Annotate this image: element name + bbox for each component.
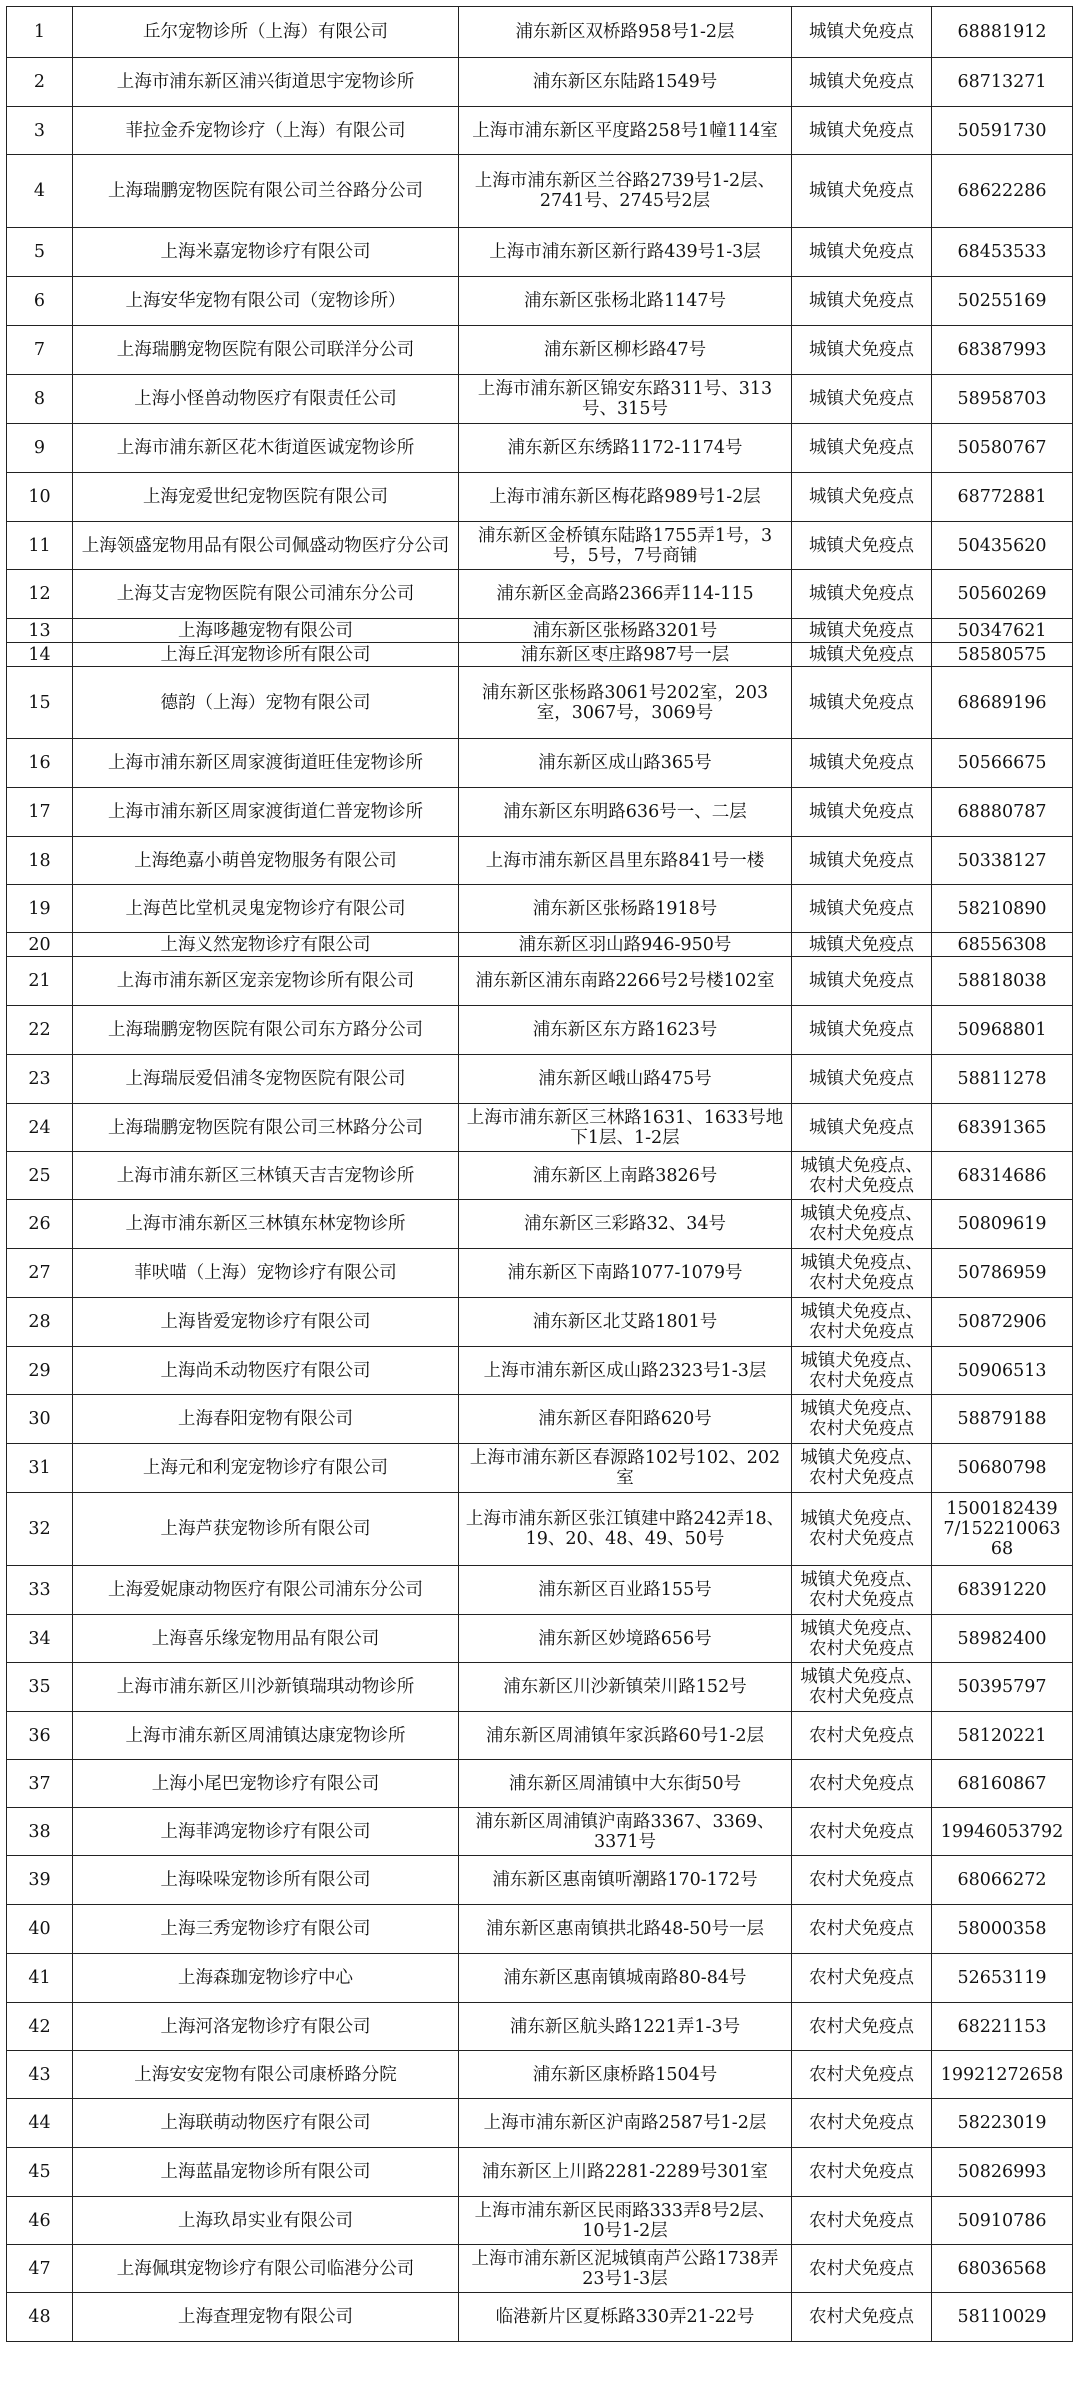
clinic-name: 上海艾吉宠物医院有限公司浦东分公司 [73, 570, 459, 619]
table-row [7, 7, 1073, 58]
immunization-type: 城镇犬免疫点 [792, 885, 932, 933]
clinic-name: 上海瑞辰爱侣浦冬宠物医院有限公司 [73, 1055, 459, 1104]
row-number: 11 [7, 522, 73, 570]
clinic-phone: 58210890 [932, 885, 1073, 933]
row-number: 43 [7, 2051, 73, 2099]
immunization-type: 农村犬免疫点 [792, 1760, 932, 1808]
table-row [7, 155, 1073, 228]
clinic-name: 上海菲鸿宠物诊疗有限公司 [73, 1808, 459, 1856]
row-number: 7 [7, 326, 73, 375]
clinic-address: 浦东新区周浦镇中大东街50号 [459, 1760, 792, 1808]
table-row [7, 2148, 1073, 2197]
row-number: 29 [7, 1347, 73, 1395]
row-number: 42 [7, 2003, 73, 2051]
clinic-name: 上海丘洱宠物诊所有限公司 [73, 643, 459, 667]
table-row [7, 1712, 1073, 1760]
row-number: 10 [7, 473, 73, 522]
immunization-type: 城镇犬免疫点 [792, 619, 932, 643]
clinic-address: 上海市浦东新区沪南路2587号1-2层 [459, 2099, 792, 2148]
row-number: 23 [7, 1055, 73, 1104]
clinic-name: 上海市浦东新区周浦镇达康宠物诊所 [73, 1712, 459, 1760]
row-number: 3 [7, 107, 73, 155]
immunization-type: 城镇犬免疫点、农村犬免疫点 [792, 1152, 932, 1200]
clinic-address: 浦东新区柳杉路47号 [459, 326, 792, 375]
clinic-address: 浦东新区金桥镇东陆路1755弄1号，3号，5号，7号商铺 [459, 522, 792, 570]
clinic-address: 浦东新区东方路1623号 [459, 1006, 792, 1055]
clinic-phone: 50255169 [932, 277, 1073, 326]
clinic-address: 浦东新区惠南镇城南路80-84号 [459, 1954, 792, 2003]
clinic-address: 浦东新区周浦镇沪南路3367、3369、3371号 [459, 1808, 792, 1856]
immunization-type: 城镇犬免疫点、农村犬免疫点 [792, 1347, 932, 1395]
table-row [7, 957, 1073, 1006]
clinic-phone: 50580767 [932, 424, 1073, 473]
row-number: 20 [7, 933, 73, 957]
row-number: 41 [7, 1954, 73, 2003]
immunization-type: 农村犬免疫点 [792, 2293, 932, 2342]
row-number: 14 [7, 643, 73, 667]
row-number: 31 [7, 1444, 73, 1493]
immunization-type: 城镇犬免疫点 [792, 1104, 932, 1152]
immunization-type: 城镇犬免疫点 [792, 788, 932, 837]
table-row [7, 788, 1073, 837]
clinic-address: 浦东新区金高路2366弄114-115 [459, 570, 792, 619]
table-row [7, 1615, 1073, 1663]
table-row [7, 1566, 1073, 1615]
table-row [7, 1856, 1073, 1905]
immunization-type: 城镇犬免疫点、农村犬免疫点 [792, 1395, 932, 1444]
clinic-phone: 68036568 [932, 2245, 1073, 2293]
clinic-name: 上海瑞鹏宠物医院有限公司联洋分公司 [73, 326, 459, 375]
clinic-phone: 68772881 [932, 473, 1073, 522]
clinic-address: 上海市浦东新区春源路102号102、202室 [459, 1444, 792, 1493]
immunization-type: 城镇犬免疫点 [792, 228, 932, 277]
table-row [7, 619, 1073, 643]
immunization-type: 城镇犬免疫点 [792, 424, 932, 473]
clinic-address: 浦东新区春阳路620号 [459, 1395, 792, 1444]
clinic-phone: 58000358 [932, 1905, 1073, 1954]
immunization-type: 农村犬免疫点 [792, 1856, 932, 1905]
table-row [7, 277, 1073, 326]
clinic-phone: 58958703 [932, 375, 1073, 424]
clinic-phone: 68556308 [932, 933, 1073, 957]
row-number: 19 [7, 885, 73, 933]
table-row [7, 2003, 1073, 2051]
clinic-name: 上海米嘉宠物诊疗有限公司 [73, 228, 459, 277]
row-number: 32 [7, 1493, 73, 1566]
clinic-address: 浦东新区张杨路3201号 [459, 619, 792, 643]
clinic-address: 上海市浦东新区泥城镇南芦公路1738弄23号1-3层 [459, 2245, 792, 2293]
clinic-phone: 58223019 [932, 2099, 1073, 2148]
clinic-name: 上海元和利宠宠物诊疗有限公司 [73, 1444, 459, 1493]
clinic-address: 浦东新区双桥路958号1-2层 [459, 7, 792, 58]
row-number: 18 [7, 837, 73, 885]
table-row [7, 2197, 1073, 2245]
row-number: 22 [7, 1006, 73, 1055]
row-number: 15 [7, 667, 73, 739]
clinic-address: 浦东新区周浦镇年家浜路60号1-2层 [459, 1712, 792, 1760]
clinic-phone: 68391365 [932, 1104, 1073, 1152]
immunization-type: 城镇犬免疫点 [792, 957, 932, 1006]
clinic-address: 浦东新区上南路3826号 [459, 1152, 792, 1200]
clinic-address: 浦东新区惠南镇听潮路170-172号 [459, 1856, 792, 1905]
clinic-name: 上海皆爱宠物诊疗有限公司 [73, 1298, 459, 1347]
clinic-address: 浦东新区羽山路946-950号 [459, 933, 792, 957]
clinic-address: 浦东新区东陆路1549号 [459, 58, 792, 107]
row-number: 13 [7, 619, 73, 643]
clinic-phone: 58120221 [932, 1712, 1073, 1760]
clinic-phone: 19921272658 [932, 2051, 1073, 2099]
immunization-type: 城镇犬免疫点、农村犬免疫点 [792, 1615, 932, 1663]
clinic-name: 上海小怪兽动物医疗有限责任公司 [73, 375, 459, 424]
clinic-address: 浦东新区三彩路32、34号 [459, 1200, 792, 1249]
clinic-name: 上海小尾巴宠物诊疗有限公司 [73, 1760, 459, 1808]
clinic-phone: 50395797 [932, 1663, 1073, 1712]
row-number: 38 [7, 1808, 73, 1856]
table-row [7, 2099, 1073, 2148]
row-number: 33 [7, 1566, 73, 1615]
table-row [7, 58, 1073, 107]
table-row [7, 1808, 1073, 1856]
clinic-name: 上海市浦东新区周家渡街道仁普宠物诊所 [73, 788, 459, 837]
immunization-type: 城镇犬免疫点、农村犬免疫点 [792, 1298, 932, 1347]
immunization-type: 城镇犬免疫点 [792, 326, 932, 375]
immunization-type: 农村犬免疫点 [792, 2245, 932, 2293]
row-number: 28 [7, 1298, 73, 1347]
clinic-address: 浦东新区妙境路656号 [459, 1615, 792, 1663]
immunization-type: 城镇犬免疫点、农村犬免疫点 [792, 1444, 932, 1493]
clinic-name: 上海市浦东新区三林镇东林宠物诊所 [73, 1200, 459, 1249]
clinic-phone: 68713271 [932, 58, 1073, 107]
clinic-address: 浦东新区航头路1221弄1-3号 [459, 2003, 792, 2051]
table-row [7, 424, 1073, 473]
clinic-name: 上海市浦东新区三林镇天吉吉宠物诊所 [73, 1152, 459, 1200]
clinic-name: 菲拉金乔宠物诊疗（上海）有限公司 [73, 107, 459, 155]
table-row [7, 2245, 1073, 2293]
clinic-name: 上海义然宠物诊疗有限公司 [73, 933, 459, 957]
table-row [7, 228, 1073, 277]
immunization-type: 城镇犬免疫点 [792, 522, 932, 570]
clinic-phone: 68221153 [932, 2003, 1073, 2051]
clinic-address: 临港新片区夏栎路330弄21-22号 [459, 2293, 792, 2342]
clinic-address: 浦东新区张杨北路1147号 [459, 277, 792, 326]
row-number: 17 [7, 788, 73, 837]
clinic-name: 上海佩琪宠物诊疗有限公司临港分公司 [73, 2245, 459, 2293]
clinic-address: 浦东新区张杨路1918号 [459, 885, 792, 933]
table-row [7, 2051, 1073, 2099]
clinic-name: 上海市浦东新区浦兴街道思宇宠物诊所 [73, 58, 459, 107]
clinic-phone: 50560269 [932, 570, 1073, 619]
clinic-phone: 68622286 [932, 155, 1073, 228]
immunization-type: 城镇犬免疫点 [792, 58, 932, 107]
row-number: 25 [7, 1152, 73, 1200]
clinic-name: 上海瑞鹏宠物医院有限公司东方路分公司 [73, 1006, 459, 1055]
clinic-address: 上海市浦东新区民雨路333弄8号2层、10号1-2层 [459, 2197, 792, 2245]
clinic-address: 浦东新区康桥路1504号 [459, 2051, 792, 2099]
row-number: 9 [7, 424, 73, 473]
table-row [7, 1444, 1073, 1493]
table-row [7, 1298, 1073, 1347]
clinic-name: 上海安安宠物有限公司康桥路分院 [73, 2051, 459, 2099]
immunization-type: 城镇犬免疫点 [792, 7, 932, 58]
clinic-address: 上海市浦东新区三林路1631、1633号地下1层、1-2层 [459, 1104, 792, 1152]
row-number: 48 [7, 2293, 73, 2342]
table-row [7, 667, 1073, 739]
row-number: 26 [7, 1200, 73, 1249]
clinic-phone: 50591730 [932, 107, 1073, 155]
clinic-phone: 50910786 [932, 2197, 1073, 2245]
immunization-type: 农村犬免疫点 [792, 2099, 932, 2148]
clinic-phone: 58818038 [932, 957, 1073, 1006]
clinic-address: 浦东新区百业路155号 [459, 1566, 792, 1615]
clinic-phone: 50872906 [932, 1298, 1073, 1347]
row-number: 37 [7, 1760, 73, 1808]
table-row [7, 1954, 1073, 2003]
immunization-type: 农村犬免疫点 [792, 2051, 932, 2099]
clinic-phone: 68314686 [932, 1152, 1073, 1200]
clinic-address: 上海市浦东新区新行路439号1-3层 [459, 228, 792, 277]
table-row [7, 837, 1073, 885]
row-number: 30 [7, 1395, 73, 1444]
clinic-name: 德韵（上海）宠物有限公司 [73, 667, 459, 739]
immunization-type: 农村犬免疫点 [792, 2003, 932, 2051]
clinic-name: 上海哆趣宠物有限公司 [73, 619, 459, 643]
clinic-name: 丘尔宠物诊所（上海）有限公司 [73, 7, 459, 58]
clinic-address: 上海市浦东新区兰谷路2739号1-2层、2741号、2745号2层 [459, 155, 792, 228]
immunization-type: 城镇犬免疫点 [792, 739, 932, 788]
clinic-address: 浦东新区浦东南路2266号2号楼102室 [459, 957, 792, 1006]
table-row [7, 107, 1073, 155]
immunization-type: 城镇犬免疫点 [792, 375, 932, 424]
row-number: 5 [7, 228, 73, 277]
table-row [7, 1104, 1073, 1152]
table-row [7, 2293, 1073, 2342]
clinic-phone: 19946053792 [932, 1808, 1073, 1856]
clinic-phone: 68689196 [932, 667, 1073, 739]
clinic-name: 上海领盛宠物用品有限公司佩盛动物医疗分公司 [73, 522, 459, 570]
immunization-type: 城镇犬免疫点、农村犬免疫点 [792, 1663, 932, 1712]
immunization-type: 城镇犬免疫点 [792, 107, 932, 155]
immunization-type: 城镇犬免疫点 [792, 1055, 932, 1104]
table-row [7, 643, 1073, 667]
clinic-address: 浦东新区峨山路475号 [459, 1055, 792, 1104]
clinic-name: 上海芦获宠物诊所有限公司 [73, 1493, 459, 1566]
table-row [7, 1152, 1073, 1200]
clinic-name: 上海安华宠物有限公司（宠物诊所） [73, 277, 459, 326]
table-row [7, 1395, 1073, 1444]
clinic-phone: 50680798 [932, 1444, 1073, 1493]
table-row [7, 375, 1073, 424]
clinic-name: 上海蓝晶宠物诊所有限公司 [73, 2148, 459, 2197]
row-number: 40 [7, 1905, 73, 1954]
row-number: 21 [7, 957, 73, 1006]
clinic-phone: 68391220 [932, 1566, 1073, 1615]
clinic-name: 上海三秀宠物诊疗有限公司 [73, 1905, 459, 1954]
clinic-address: 浦东新区枣庄路987号一层 [459, 643, 792, 667]
row-number: 2 [7, 58, 73, 107]
clinic-phone: 50566675 [932, 739, 1073, 788]
clinic-name: 上海玖昂实业有限公司 [73, 2197, 459, 2245]
clinic-table-body [7, 7, 1073, 2342]
clinic-name: 上海哚哚宠物诊所有限公司 [73, 1856, 459, 1905]
clinic-phone: 68160867 [932, 1760, 1073, 1808]
row-number: 12 [7, 570, 73, 619]
clinic-phone: 50826993 [932, 2148, 1073, 2197]
clinic-name: 上海市浦东新区宠亲宠物诊所有限公司 [73, 957, 459, 1006]
clinic-address: 上海市浦东新区平度路258号1幢114室 [459, 107, 792, 155]
table-row [7, 1493, 1073, 1566]
clinic-address: 浦东新区东绣路1172-1174号 [459, 424, 792, 473]
clinic-name: 上海宠爱世纪宠物医院有限公司 [73, 473, 459, 522]
row-number: 16 [7, 739, 73, 788]
clinic-name: 上海春阳宠物有限公司 [73, 1395, 459, 1444]
immunization-type: 城镇犬免疫点 [792, 277, 932, 326]
immunization-type: 农村犬免疫点 [792, 2197, 932, 2245]
clinic-phone: 50435620 [932, 522, 1073, 570]
clinic-phone: 58982400 [932, 1615, 1073, 1663]
clinic-name: 上海尚禾动物医疗有限公司 [73, 1347, 459, 1395]
clinic-name: 上海市浦东新区周家渡街道旺佳宠物诊所 [73, 739, 459, 788]
clinic-address: 浦东新区成山路365号 [459, 739, 792, 788]
clinic-phone: 58879188 [932, 1395, 1073, 1444]
row-number: 45 [7, 2148, 73, 2197]
immunization-type: 农村犬免疫点 [792, 1954, 932, 2003]
clinic-address: 浦东新区东明路636号一、二层 [459, 788, 792, 837]
row-number: 44 [7, 2099, 73, 2148]
clinic-name: 上海河洛宠物诊疗有限公司 [73, 2003, 459, 2051]
clinic-address: 上海市浦东新区成山路2323号1-3层 [459, 1347, 792, 1395]
clinic-phone: 15001824397/15221006368 [932, 1493, 1073, 1566]
clinic-phone: 52653119 [932, 1954, 1073, 2003]
table-row [7, 1663, 1073, 1712]
clinic-phone: 68880787 [932, 788, 1073, 837]
table-row [7, 1905, 1073, 1954]
table-row [7, 1055, 1073, 1104]
clinic-phone: 50347621 [932, 619, 1073, 643]
clinic-address: 浦东新区上川路2281-2289号301室 [459, 2148, 792, 2197]
immunization-type: 城镇犬免疫点、农村犬免疫点 [792, 1249, 932, 1298]
table-row [7, 739, 1073, 788]
clinic-phone: 58110029 [932, 2293, 1073, 2342]
clinic-name: 上海联萌动物医疗有限公司 [73, 2099, 459, 2148]
table-row [7, 570, 1073, 619]
clinic-name: 上海市浦东新区川沙新镇瑞琪动物诊所 [73, 1663, 459, 1712]
immunization-type: 城镇犬免疫点 [792, 570, 932, 619]
row-number: 1 [7, 7, 73, 58]
immunization-type: 城镇犬免疫点、农村犬免疫点 [792, 1200, 932, 1249]
immunization-type: 城镇犬免疫点 [792, 643, 932, 667]
table-row [7, 1347, 1073, 1395]
row-number: 46 [7, 2197, 73, 2245]
clinic-address: 浦东新区川沙新镇荣川路152号 [459, 1663, 792, 1712]
table-row [7, 1200, 1073, 1249]
immunization-type: 城镇犬免疫点 [792, 933, 932, 957]
clinic-phone: 50809619 [932, 1200, 1073, 1249]
immunization-type: 城镇犬免疫点 [792, 155, 932, 228]
clinic-phone: 50968801 [932, 1006, 1073, 1055]
row-number: 39 [7, 1856, 73, 1905]
row-number: 36 [7, 1712, 73, 1760]
clinic-phone: 58580575 [932, 643, 1073, 667]
table-row [7, 326, 1073, 375]
table-row [7, 1249, 1073, 1298]
clinic-name: 上海芭比堂机灵鬼宠物诊疗有限公司 [73, 885, 459, 933]
row-number: 34 [7, 1615, 73, 1663]
clinic-address: 浦东新区下南路1077-1079号 [459, 1249, 792, 1298]
table-row [7, 522, 1073, 570]
immunization-type: 农村犬免疫点 [792, 1905, 932, 1954]
table-row [7, 473, 1073, 522]
clinic-name: 上海查理宠物有限公司 [73, 2293, 459, 2342]
immunization-type: 城镇犬免疫点 [792, 1006, 932, 1055]
row-number: 24 [7, 1104, 73, 1152]
clinic-address: 上海市浦东新区锦安东路311号、313号、315号 [459, 375, 792, 424]
clinic-name: 上海绝嘉小萌兽宠物服务有限公司 [73, 837, 459, 885]
clinic-phone: 50338127 [932, 837, 1073, 885]
clinic-name: 上海喜乐缘宠物用品有限公司 [73, 1615, 459, 1663]
clinic-address: 上海市浦东新区张江镇建中路242弄18、19、20、48、49、50号 [459, 1493, 792, 1566]
immunization-type: 城镇犬免疫点 [792, 667, 932, 739]
immunization-type: 城镇犬免疫点、农村犬免疫点 [792, 1566, 932, 1615]
table-row [7, 1006, 1073, 1055]
clinic-phone: 68066272 [932, 1856, 1073, 1905]
clinic-name: 菲吠喵（上海）宠物诊疗有限公司 [73, 1249, 459, 1298]
immunization-type: 农村犬免疫点 [792, 1808, 932, 1856]
row-number: 47 [7, 2245, 73, 2293]
clinic-address: 上海市浦东新区昌里东路841号一楼 [459, 837, 792, 885]
clinic-address: 浦东新区惠南镇拱北路48-50号一层 [459, 1905, 792, 1954]
clinic-address: 上海市浦东新区梅花路989号1-2层 [459, 473, 792, 522]
table-row [7, 1760, 1073, 1808]
table-row [7, 933, 1073, 957]
clinic-address: 浦东新区北艾路1801号 [459, 1298, 792, 1347]
clinic-name: 上海瑞鹏宠物医院有限公司三林路分公司 [73, 1104, 459, 1152]
clinic-name: 上海瑞鹏宠物医院有限公司兰谷路分公司 [73, 155, 459, 228]
immunization-type: 农村犬免疫点 [792, 1712, 932, 1760]
clinic-name: 上海森珈宠物诊疗中心 [73, 1954, 459, 2003]
row-number: 35 [7, 1663, 73, 1712]
clinic-phone: 50906513 [932, 1347, 1073, 1395]
clinic-name: 上海市浦东新区花木街道医诚宠物诊所 [73, 424, 459, 473]
immunization-type: 城镇犬免疫点、农村犬免疫点 [792, 1493, 932, 1566]
row-number: 4 [7, 155, 73, 228]
immunization-type: 城镇犬免疫点 [792, 837, 932, 885]
clinic-phone: 50786959 [932, 1249, 1073, 1298]
clinic-phone: 68387993 [932, 326, 1073, 375]
row-number: 6 [7, 277, 73, 326]
immunization-type: 农村犬免疫点 [792, 2148, 932, 2197]
row-number: 8 [7, 375, 73, 424]
clinic-phone: 58811278 [932, 1055, 1073, 1104]
immunization-type: 城镇犬免疫点 [792, 473, 932, 522]
clinic-table [6, 6, 1073, 2342]
clinic-address: 浦东新区张杨路3061号202室，203室，3067号，3069号 [459, 667, 792, 739]
row-number: 27 [7, 1249, 73, 1298]
clinic-name: 上海爱妮康动物医疗有限公司浦东分公司 [73, 1566, 459, 1615]
clinic-phone: 68881912 [932, 7, 1073, 58]
clinic-phone: 68453533 [932, 228, 1073, 277]
table-row [7, 885, 1073, 933]
